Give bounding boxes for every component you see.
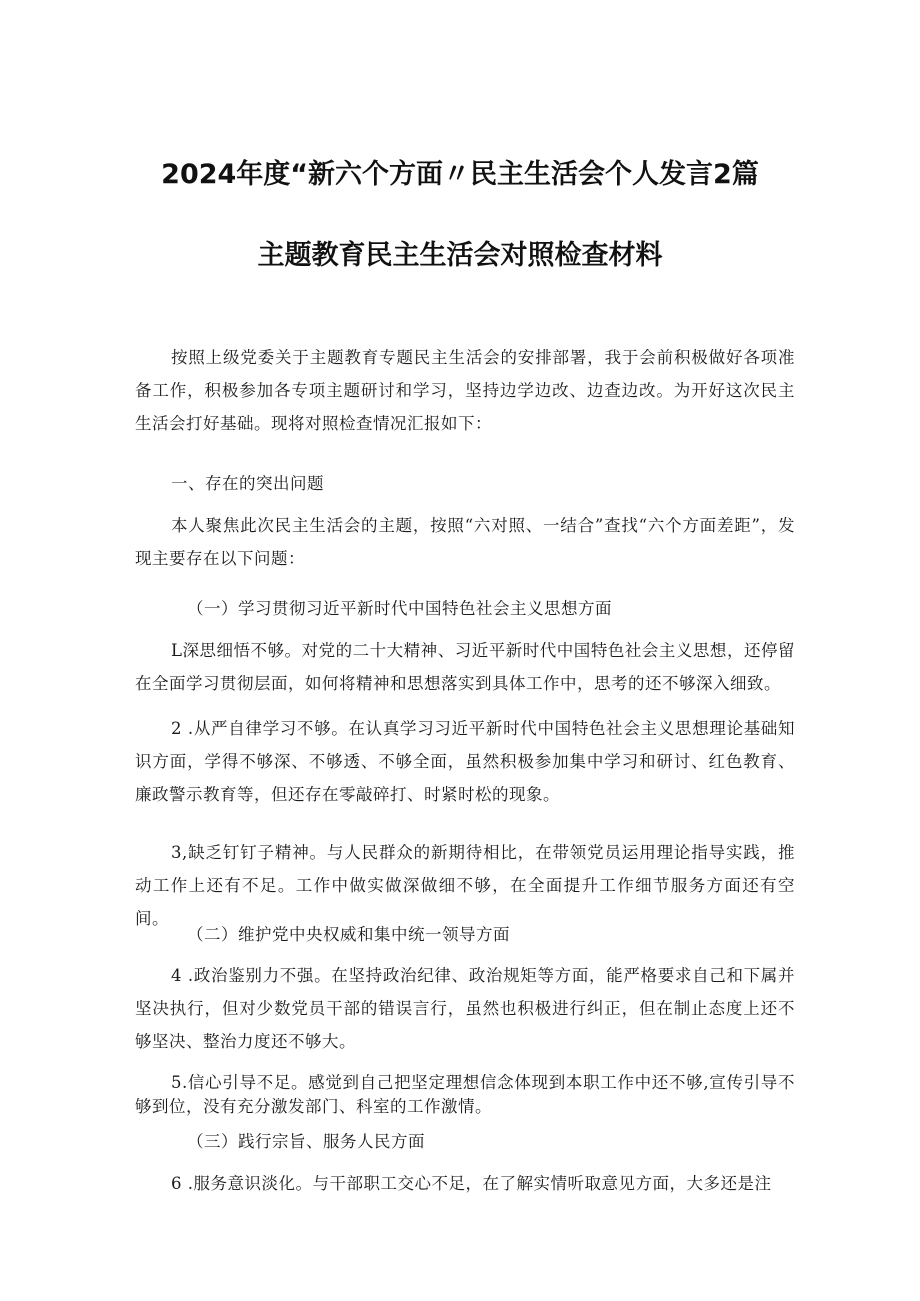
document-subtitle: 主题教育民主生活会对照检查材料 — [257, 240, 663, 271]
list-item-5: 5.信心引导不足。感觉到自己把坚定理想信念体现到本职工作中还不够,宣传引导不够到位，没有充分激发部门、科室的工作激情。 — [135, 1073, 795, 1116]
paragraph-focus: 本人聚焦此次民主生活会的主题，按照“六对照、一结合”查找“六个方面差距”，发现主要存在以下问题： — [135, 516, 795, 568]
list-item-3: 3,缺乏钉钉子精神。与人民群众的新期待相比，在带领党员运用理论指导实践，推动工作上还有不足。工作中做实做深做细不够，在全面提升工作细节服务方面还有空间。 — [135, 843, 795, 928]
list-item-1: L深思细悟不够。对党的二十大精神、习近平新时代中国特色社会主义思想，还停留在全面学习贯彻层面，如何将精神和思想落实到具体工作中，思考的还不够深入细致。 — [135, 641, 795, 693]
section-heading-problems: 一、存在的突出问题 — [171, 474, 324, 493]
subsection-heading-2: （二）维护党中央权威和集中统一领导方面 — [187, 925, 510, 944]
list-item-2: 2 .从严自律学习不够。在认真学习习近平新时代中国特色社会主义思想理论基础知识方面，学得不够深、不够透、不够全面，虽然积极参加集中学习和研讨、红色教育、廉政警示教育等，但还存在零敲碎打、时紧时松的现象。 — [135, 719, 795, 804]
document-title: 2024年度“新六个方面〃民主生活会个人发言2篇 — [161, 159, 759, 190]
list-item-6: 6 .服务意识淡化。与干部职工交心不足，在了解实情听取意见方面，大多还是注 — [171, 1174, 772, 1193]
subsection-heading-3: （三）践行宗旨、服务人民方面 — [187, 1132, 425, 1151]
subsection-heading-1: （一）学习贯彻习近平新时代中国特色社会主义思想方面 — [187, 599, 612, 618]
paragraph-intro: 按照上级党委关于主题教育专题民主生活会的安排部署，我于会前积极做好各项准备工作，积极参加各专项主题研讨和学习，坚持边学边改、边查边改。为开好这次民主生活会打好基础。现将对照检查情况汇报如下： — [135, 348, 795, 433]
list-item-4: 4 .政治鉴别力不强。在坚持政治纪律、政治规矩等方面，能严格要求自己和下属并坚决执行，但对少数党员干部的错误言行，虽然也积极进行纠正，但在制止态度上还不够坚决、整治力度还不够大。 — [135, 966, 795, 1051]
